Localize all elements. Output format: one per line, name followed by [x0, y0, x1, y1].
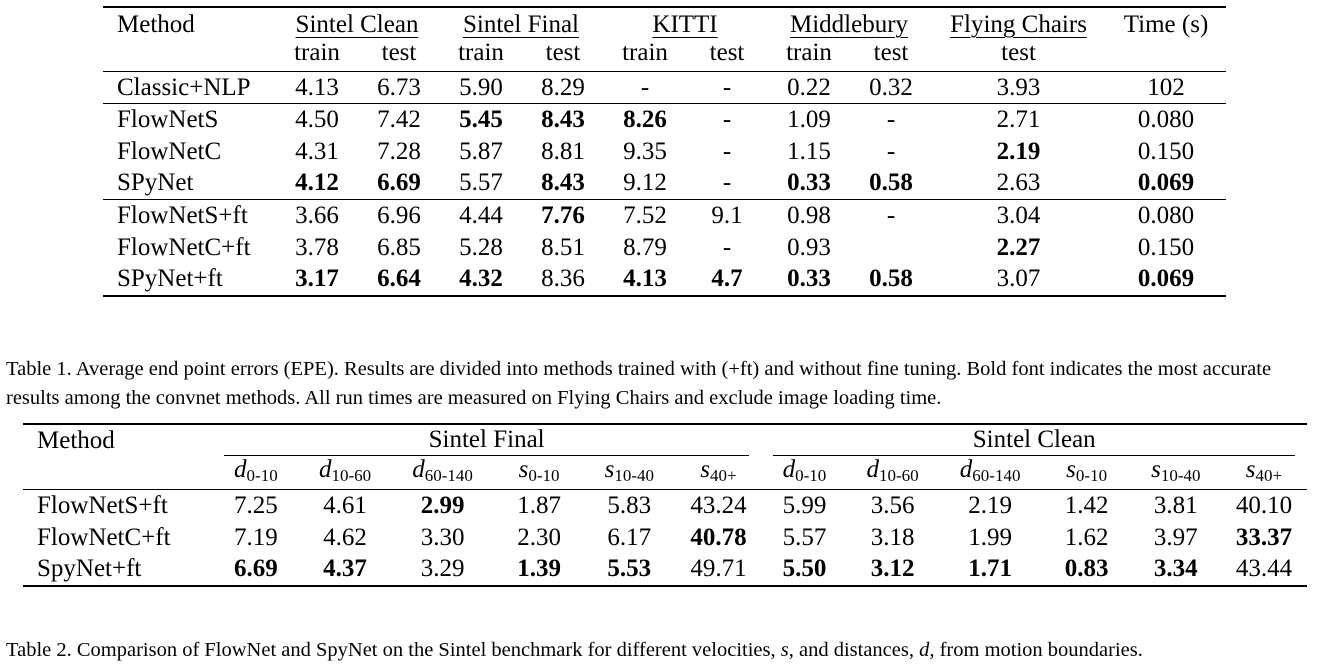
table-row	[103, 72, 1226, 104]
table-row	[103, 200, 1226, 232]
group-header: Sintel Clean	[773, 425, 1295, 456]
table-cell: 9.35	[623, 137, 667, 165]
table-cell: 7.52	[623, 201, 667, 229]
table-cell: 5.87	[459, 137, 503, 165]
method-name: Classic+NLP	[117, 73, 251, 101]
table-row	[103, 136, 1226, 168]
table-cell: 3.56	[870, 491, 915, 519]
table-cell: 3.18	[870, 523, 915, 551]
table-cell: 5.99	[782, 491, 827, 519]
table-cell: 4.44	[459, 201, 503, 229]
table-cell: 2.63	[996, 169, 1041, 197]
table-cell: 1.99	[968, 523, 1012, 551]
table1-body	[103, 72, 1226, 296]
table-cell: 3.78	[295, 233, 339, 261]
table-cell: 7.42	[377, 105, 421, 133]
table-cell: 49.71	[690, 555, 747, 582]
caption-var-s: s	[780, 638, 789, 661]
table-cell: 8.26	[623, 105, 667, 133]
table-cell: 3.29	[420, 555, 465, 582]
group-header: Sintel Clean	[295, 10, 419, 38]
sub-header: $d_{0-10}$	[782, 456, 827, 485]
table-cell: 0.93	[787, 233, 831, 261]
table-cell: 2.99	[420, 491, 465, 519]
table-cell: 4.32	[459, 265, 503, 292]
table-cell: 0.58	[869, 169, 913, 197]
table-cell: 2.27	[996, 233, 1041, 261]
sub-header: test	[709, 39, 745, 66]
table-cell: 0.32	[869, 73, 913, 101]
group-header: KITTI	[652, 10, 718, 38]
table-cell: 2.30	[517, 523, 561, 551]
table-cell: 3.07	[996, 265, 1041, 292]
table-cell: 9.12	[623, 169, 667, 197]
table-cell: 4.62	[323, 523, 367, 551]
table-cell: 0.150	[1137, 137, 1195, 165]
table-cell: -	[886, 105, 896, 133]
table-cell: 8.43	[541, 169, 585, 197]
sub-header: $s_{10-40}$	[604, 456, 654, 485]
sub-header: $d_{0-10}$	[234, 456, 278, 485]
table1-caption: Table 1. Average end point errors (EPE). Results are divided into methods trained with (+ft) and without fine tuning. Bold font indicates the most accurate results among the convnet methods. All run times are measured on Flying Chairs and exclude image loading time.	[6, 357, 1272, 409]
sub-header: test	[1001, 39, 1036, 66]
table-cell: 5.90	[459, 73, 503, 101]
table-cell: 3.04	[996, 201, 1041, 229]
table-cell: 1.39	[517, 555, 561, 582]
table-cell: 4.50	[295, 105, 339, 133]
table-cell: 3.30	[420, 523, 465, 551]
sub-header: $d_{10-60}$	[866, 456, 919, 485]
table-cell: 0.069	[1137, 169, 1195, 197]
sub-header: train	[458, 39, 504, 66]
table-cell: 1.71	[968, 555, 1012, 582]
method-name: FlowNetC+ft	[117, 233, 251, 261]
table-cell: 3.12	[870, 555, 915, 582]
table-cell: 6.73	[377, 73, 421, 101]
table-cell: 8.29	[541, 73, 585, 101]
table-cell: -	[886, 137, 896, 165]
table-cell: 7.28	[377, 137, 421, 165]
sub-header: $s_{0-10}$	[518, 456, 560, 485]
table-cell: 7.76	[541, 201, 585, 229]
method-header: Method	[37, 426, 115, 454]
caption-text: Table 2. Comparison of FlowNet and SpyNet on the Sintel benchmark for different velocities,	[6, 638, 781, 661]
sub-header: test	[873, 39, 909, 66]
table-epe-results	[103, 6, 1226, 297]
table-cell: 7.19	[233, 523, 278, 551]
sub-header: test	[381, 39, 417, 66]
caption-var-d: d	[919, 638, 930, 661]
table-cell: 102	[1147, 73, 1185, 101]
table-cell: 2.71	[996, 105, 1041, 133]
method-name: SpyNet+ft	[37, 555, 142, 582]
method-name: SPyNet+ft	[117, 265, 223, 292]
group-header: Sintel Final	[463, 10, 579, 38]
table-cell: 5.50	[782, 555, 827, 582]
table-cell: 0.150	[1137, 233, 1195, 261]
table2-subheader-row	[23, 456, 1307, 490]
table-cell: 6.69	[233, 555, 278, 582]
table-cell: 0.33	[787, 169, 831, 197]
table-cell: -	[722, 137, 732, 165]
table-cell: 40.78	[690, 523, 747, 551]
table-cell: 43.24	[690, 491, 747, 519]
table-cell: 5.83	[607, 491, 652, 519]
sub-header: $d_{10-60}$	[318, 456, 372, 485]
table-cell: 0.080	[1137, 201, 1195, 229]
group-header: Middlebury	[790, 10, 909, 38]
table1-header-row	[103, 7, 1226, 39]
table-row	[23, 490, 1307, 522]
table-cell: -	[886, 201, 896, 229]
method-name: FlowNetC	[117, 137, 222, 165]
table-cell: 5.28	[459, 233, 503, 261]
sub-header: train	[622, 39, 668, 66]
caption-text: , from motion boundaries.	[929, 638, 1143, 661]
method-name: SPyNet	[117, 169, 194, 197]
table-cell: 1.09	[787, 105, 831, 133]
sub-header: $d_{60-140}$	[959, 456, 1021, 485]
table2-header-row	[23, 424, 1307, 456]
table-cell: 0.98	[787, 201, 831, 229]
caption-text: , and distances,	[788, 638, 920, 661]
table-cell: 33.37	[1235, 523, 1293, 551]
table-row	[103, 168, 1226, 200]
table-cell: 8.81	[541, 137, 585, 165]
method-name: FlowNetS+ft	[117, 201, 248, 229]
table-cell: 4.12	[295, 169, 339, 197]
table-cell: 4.7	[711, 265, 743, 292]
group-header: Time (s)	[1123, 10, 1209, 38]
table-cell: 0.58	[869, 265, 913, 292]
table-cell: 6.85	[377, 233, 421, 261]
table-cell: 3.97	[1153, 523, 1198, 551]
method-name: FlowNetC+ft	[37, 523, 171, 551]
table-cell: -	[722, 233, 732, 261]
table-cell: 0.33	[787, 265, 831, 292]
table-cell: 8.51	[541, 233, 585, 261]
table-cell: 8.79	[623, 233, 667, 261]
sub-header: $d_{60-140}$	[412, 456, 473, 485]
table-cell: 1.42	[1064, 491, 1109, 519]
sub-header: train	[786, 39, 832, 66]
group-header: Flying Chairs	[950, 10, 1087, 38]
sub-header: test	[545, 39, 581, 66]
table-cell: 9.1	[711, 201, 743, 229]
table-cell: 5.57	[782, 523, 827, 551]
table-cell: 40.10	[1235, 491, 1293, 519]
table-cell: 6.69	[377, 169, 421, 197]
table-cell: 6.64	[377, 265, 421, 292]
table-cell: 3.81	[1153, 491, 1198, 519]
table-cell: 8.36	[541, 265, 585, 292]
table-cell: 4.31	[295, 137, 339, 165]
table-row	[23, 522, 1307, 554]
sub-header: train	[294, 39, 340, 66]
table-cell: 4.13	[623, 265, 667, 292]
table-cell: 4.37	[323, 555, 367, 582]
method-header: Method	[117, 10, 195, 38]
table-cell: 3.66	[295, 201, 339, 229]
table-cell: 8.43	[541, 105, 585, 133]
table-cell: 1.87	[517, 491, 561, 519]
table-velocity-distance	[23, 423, 1307, 587]
table-cell: 7.25	[233, 491, 278, 519]
table-cell: 2.19	[968, 491, 1012, 519]
table-cell: 1.15	[787, 137, 831, 165]
table-cell: 2.19	[996, 137, 1041, 165]
sub-header: $s_{40+}$	[700, 456, 737, 485]
table-cell: 6.17	[607, 523, 652, 551]
table-row	[103, 232, 1226, 264]
table-cell: 0.069	[1137, 265, 1195, 292]
method-name: FlowNetS	[117, 105, 219, 133]
table-cell: 5.53	[607, 555, 652, 582]
sub-header: $s_{0-10}$	[1066, 456, 1108, 485]
table-cell: 3.34	[1153, 555, 1198, 582]
sub-header: $s_{40+}$	[1245, 456, 1283, 485]
table-cell: 0.080	[1137, 105, 1195, 133]
table1-subheader-row	[103, 39, 1226, 72]
table-row	[103, 264, 1226, 296]
table-cell: 6.96	[377, 201, 421, 229]
table2-body	[23, 490, 1307, 586]
table-row	[23, 554, 1307, 586]
table2-caption	[6, 636, 1326, 665]
table-cell: 5.57	[459, 169, 503, 197]
table-cell: -	[722, 169, 732, 197]
table-cell: 3.17	[295, 265, 339, 292]
table-cell: 4.13	[295, 73, 339, 101]
table-cell: 1.62	[1064, 523, 1109, 551]
table-cell	[851, 232, 931, 264]
table-cell: 5.45	[459, 105, 503, 133]
table-cell: 4.61	[323, 491, 367, 519]
table-cell: 3.93	[996, 73, 1041, 101]
table-cell: 43.44	[1235, 555, 1293, 582]
method-name: FlowNetS+ft	[37, 491, 168, 519]
table-cell: -	[722, 105, 732, 133]
table-row	[103, 104, 1226, 136]
group-header: Sintel Final	[224, 425, 750, 456]
sub-header: $s_{10-40}$	[1151, 456, 1201, 485]
table-cell: -	[722, 73, 732, 101]
table-cell: 0.22	[787, 73, 831, 101]
table-cell: 0.83	[1064, 555, 1109, 582]
table-cell: -	[640, 73, 650, 101]
